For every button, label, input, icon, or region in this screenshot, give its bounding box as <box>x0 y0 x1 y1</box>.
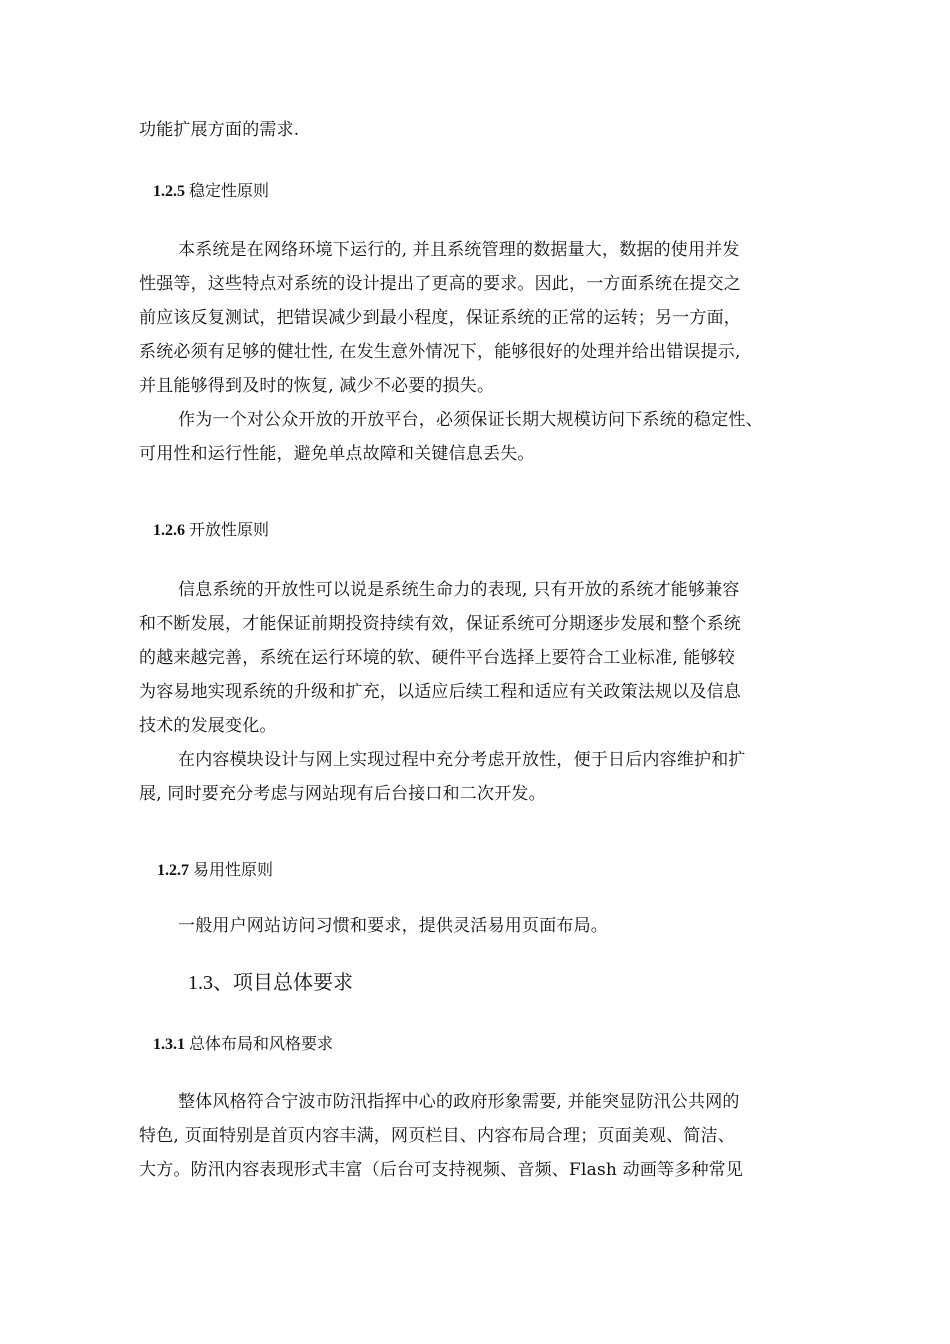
section-number: 1.2.5 <box>153 183 185 200</box>
paragraph-line: 一般用户网站访问习惯和要求，提供灵活易用页面布局。 <box>178 916 608 936</box>
section-number: 1.3、 <box>188 972 233 994</box>
paragraph-line: 并且能够得到及时的恢复, 减少不必要的损失。 <box>139 376 495 396</box>
paragraph-line: 为容易地实现系统的升级和扩充，以适应后续工程和适应有关政策法规以及信息 <box>139 682 741 702</box>
paragraph-line: 特色, 页面特别是首页内容丰满，网页栏目、内容布局合理；页面美观、简洁、 <box>139 1126 736 1146</box>
section-heading-1-2-7 <box>157 859 273 882</box>
section-heading-1-2-6 <box>153 519 269 542</box>
paragraph-line: 信息系统的开放性可以说是系统生命力的表现, 只有开放的系统才能够兼容 <box>178 580 740 600</box>
paragraph-line: 的越来越完善，系统在运行环境的软、硬件平台选择上要符合工业标准, 能够较 <box>139 648 736 668</box>
section-title: 总体布局和风格要求 <box>189 1034 334 1053</box>
section-title: 易用性原则 <box>193 860 274 879</box>
paragraph-line: 作为一个对公众开放的开放平台，必须保证长期大规模访问下系统的稳定性、 <box>178 410 763 430</box>
section-title: 开放性原则 <box>189 520 270 539</box>
section-number: 1.2.6 <box>153 522 185 539</box>
paragraph-line: 大方。防汛内容表现形式丰富（后台可支持视频、音频、Flash 动画等多种常见 <box>139 1160 744 1180</box>
paragraph-line: 功能扩展方面的需求. <box>139 120 300 140</box>
paragraph-line: 技术的发展变化。 <box>139 716 277 736</box>
section-number: 1.2.7 <box>157 862 189 879</box>
paragraph-line: 性强等，这些特点对系统的设计提出了更高的要求。因此，一方面系统在提交之 <box>139 274 741 294</box>
section-heading-1-2-5 <box>153 180 269 203</box>
paragraph-line: 和不断发展，才能保证前期投资持续有效，保证系统可分期逐步发展和整个系统 <box>139 614 741 634</box>
section-number: 1.3.1 <box>153 1036 185 1053</box>
paragraph-line: 在内容模块设计与网上实现过程中充分考虑开放性，便于日后内容维护和扩 <box>178 750 746 770</box>
paragraph-line: 本系统是在网络环境下运行的, 并且系统管理的数据量大，数据的使用并发 <box>178 240 740 260</box>
paragraph-line: 展, 同时要充分考虑与网站现有后台接口和二次开发。 <box>139 784 546 804</box>
section-heading-1-3-1 <box>153 1033 333 1056</box>
paragraph-line: 系统必须有足够的健壮性, 在发生意外情况下，能够很好的处理并给出错误提示, <box>139 342 741 362</box>
paragraph-line: 前应该反复测试，把错误减少到最小程度，保证系统的正常的运转；另一方面， <box>139 308 741 328</box>
paragraph-line: 可用性和运行性能，避免单点故障和关键信息丢失。 <box>139 444 535 464</box>
section-title: 稳定性原则 <box>189 181 270 200</box>
section-heading-1-3 <box>188 968 353 997</box>
paragraph-line: 整体风格符合宁波市防汛指挥中心的政府形象需要, 并能突显防汛公共网的 <box>178 1092 740 1112</box>
section-title: 项目总体要求 <box>233 970 353 994</box>
